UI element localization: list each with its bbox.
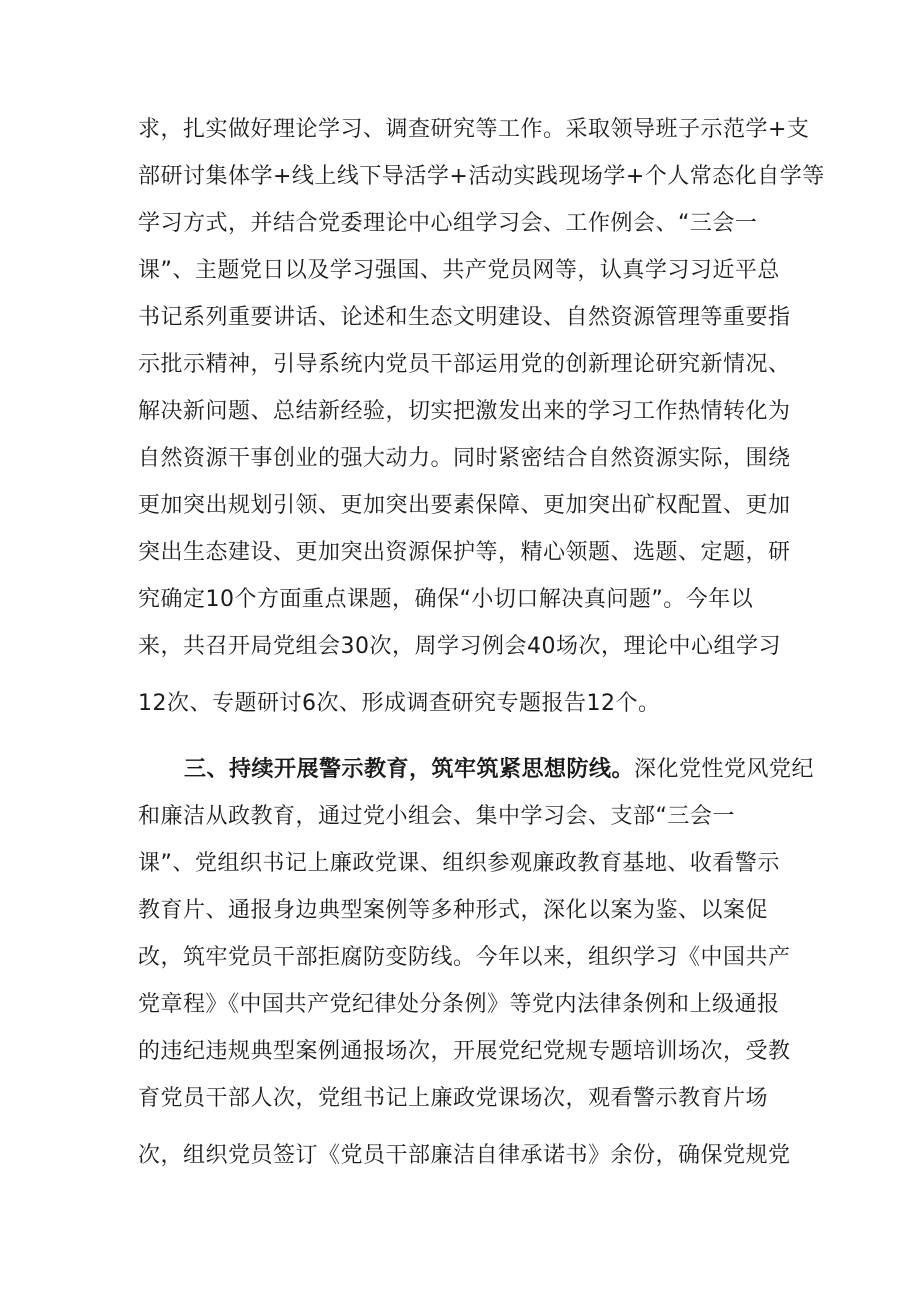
text-line: 究确定10个方面重点课题，确保“小切口解决真问题”。今年以 [138, 587, 754, 612]
text-line: 更加突出规划引领、更加突出要素保障、更加突出矿权配置、更加 [138, 493, 791, 518]
text-line: 解决新问题、总结新经验，切实把激发出来的学习工作热情转化为 [138, 399, 791, 424]
text-line: 来，共召开局党组会30次，周学习例会40场次，理论中心组学习 [138, 634, 781, 659]
text-line: 部研讨集体学+线上线下导活学+活动实践现场学+个人常态化自学等 [138, 164, 825, 189]
section-heading-line [184, 750, 814, 790]
heading-line-text: 深化党性党风党纪 [634, 757, 815, 782]
text-line: 突出生态建设、更加突出资源保护等，精心领题、选题、定题，研 [138, 540, 791, 565]
text-line: 教育片、通报身边典型案例等多种形式，深化以案为鉴、以案促 [138, 898, 769, 923]
text-line: 学习方式，并结合党委理论中心组学习会、工作例会、“三会一 [138, 211, 758, 236]
section-heading: 三、持续开展警示教育，筑牢筑紧思想防线。 [184, 757, 635, 782]
text-line: 课”、主题党日以及学习强国、共产党员网等，认真学习习近平总 [138, 258, 780, 283]
text-line: 改，筑牢党员干部拒腐防变防线。今年以来，组织学习《中国共产 [138, 945, 791, 970]
text-line: 育党员干部人次，党组书记上廉政党课场次，观看警示教育片场 [138, 1086, 769, 1111]
text-line: 自然资源干事创业的强大动力。同时紧密结合自然资源实际，围绕 [138, 446, 791, 471]
text-line: 和廉洁从政教育，通过党小组会、集中学习会、支部“三会一 [138, 804, 735, 829]
text-line: 次，组织党员签订《党员干部廉洁自律承诺书》余份，确保党规党 [138, 1143, 791, 1168]
text-line: 课”、党组织书记上廉政党课、组织参观廉政教育基地、收看警示 [138, 851, 780, 876]
text-line: 示批示精神，引导系统内党员干部运用党的创新理论研究新情况、 [138, 352, 791, 377]
text-line: 求，扎实做好理论学习、调查研究等工作。采取领导班子示范学+支 [138, 117, 810, 142]
text-line: 党章程》《中国共产党纪律处分条例》等党内法律条例和上级通报 [138, 992, 780, 1017]
text-line: 书记系列重要讲话、论述和生态文明建设、自然资源管理等重要指 [138, 305, 791, 330]
text-line: 12次、专题研讨6次、形成调查研究专题报告12个。 [138, 691, 661, 716]
text-line: 的违纪违规典型案例通报场次，开展党纪党规专题培训场次，受教 [138, 1039, 791, 1064]
